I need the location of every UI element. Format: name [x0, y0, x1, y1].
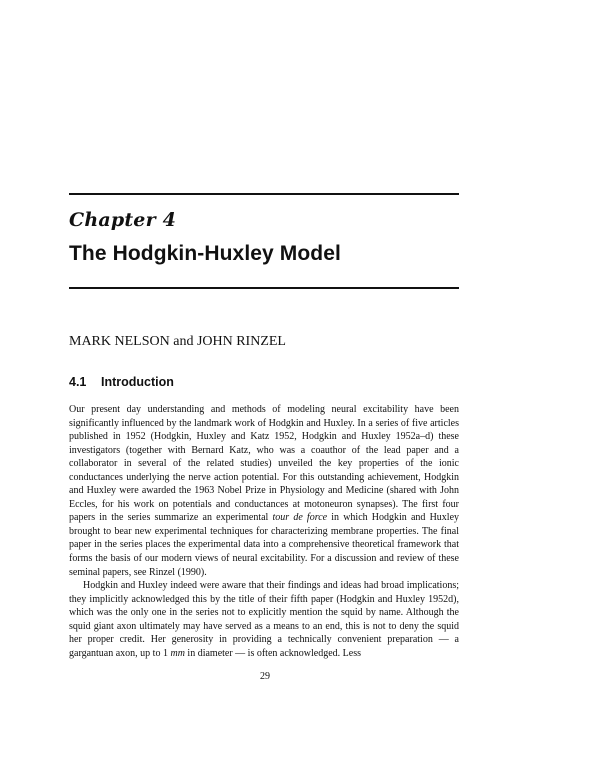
paragraph-1-part1: Our present day understanding and methods of modeling neural excitability have been significantly influenced by the landmark work of Hodgkin and Huxley. In a series of five articles published in 1952 (Hodgkin, Huxley and Katz 1952, Hodgkin and Huxley 1952a–d) these investigators (together with Bernard Katz, who was a coauthor of the lead paper and a collaborator in several of the related studies) unveiled the key properties of the ionic conductances underlying the nerve action potential. For this outstanding achievement, Hodgkin and Huxley were awarded the 1963 Nobel Prize in Physiology and Medicine (shared with John Eccles, for his work on potentials and conductances at motoneuron synapses). The first four papers in the series summarize an experimental: [69, 404, 459, 524]
authors: MARK NELSON and JOHN RINZEL: [69, 334, 286, 349]
bottom-rule: [69, 287, 459, 289]
paragraph-2-italic: mm: [170, 647, 185, 659]
paragraph-2: [69, 579, 459, 660]
chapter-label: Chapter 4: [69, 209, 177, 231]
paragraph-2-part2: in diameter — is often acknowledged. Less: [184, 647, 361, 659]
page-number: 29: [260, 671, 270, 682]
paragraph-1-part2: in which Hodgkin and Huxley brought to bear new experimental techniques for characterizing membrane properties. The final paper in the series places the experimental data into a comprehensive theoretical framework that forms the basis of our modern views of neural excitability. For a discussion and review of these seminal papers, see Rinzel (1990).: [69, 512, 460, 578]
section-number: 4.1: [69, 375, 87, 389]
section-heading: [69, 375, 174, 389]
paragraph-1-italic: tour de force: [272, 512, 328, 524]
paragraph-1: [69, 403, 459, 579]
body-text: [69, 403, 459, 660]
section-title: Introduction: [101, 375, 174, 389]
top-rule: [69, 193, 459, 195]
chapter-title: The Hodgkin-Huxley Model: [69, 242, 341, 265]
paragraph-2-part1: Hodgkin and Huxley indeed were aware that their findings and ideas had broad implications; they implicitly acknowledged this by the title of their fifth paper (Hodgkin and Huxley 1952d), which was the only one in the series not to explicitly mention the squid by name. Although the squid giant axon ultimately may have served as a means to an end, this is not to deny the squid her proper credit. Her generosity in providing a technically convenient preparation — a gargantuan axon, up to 1: [69, 580, 459, 659]
